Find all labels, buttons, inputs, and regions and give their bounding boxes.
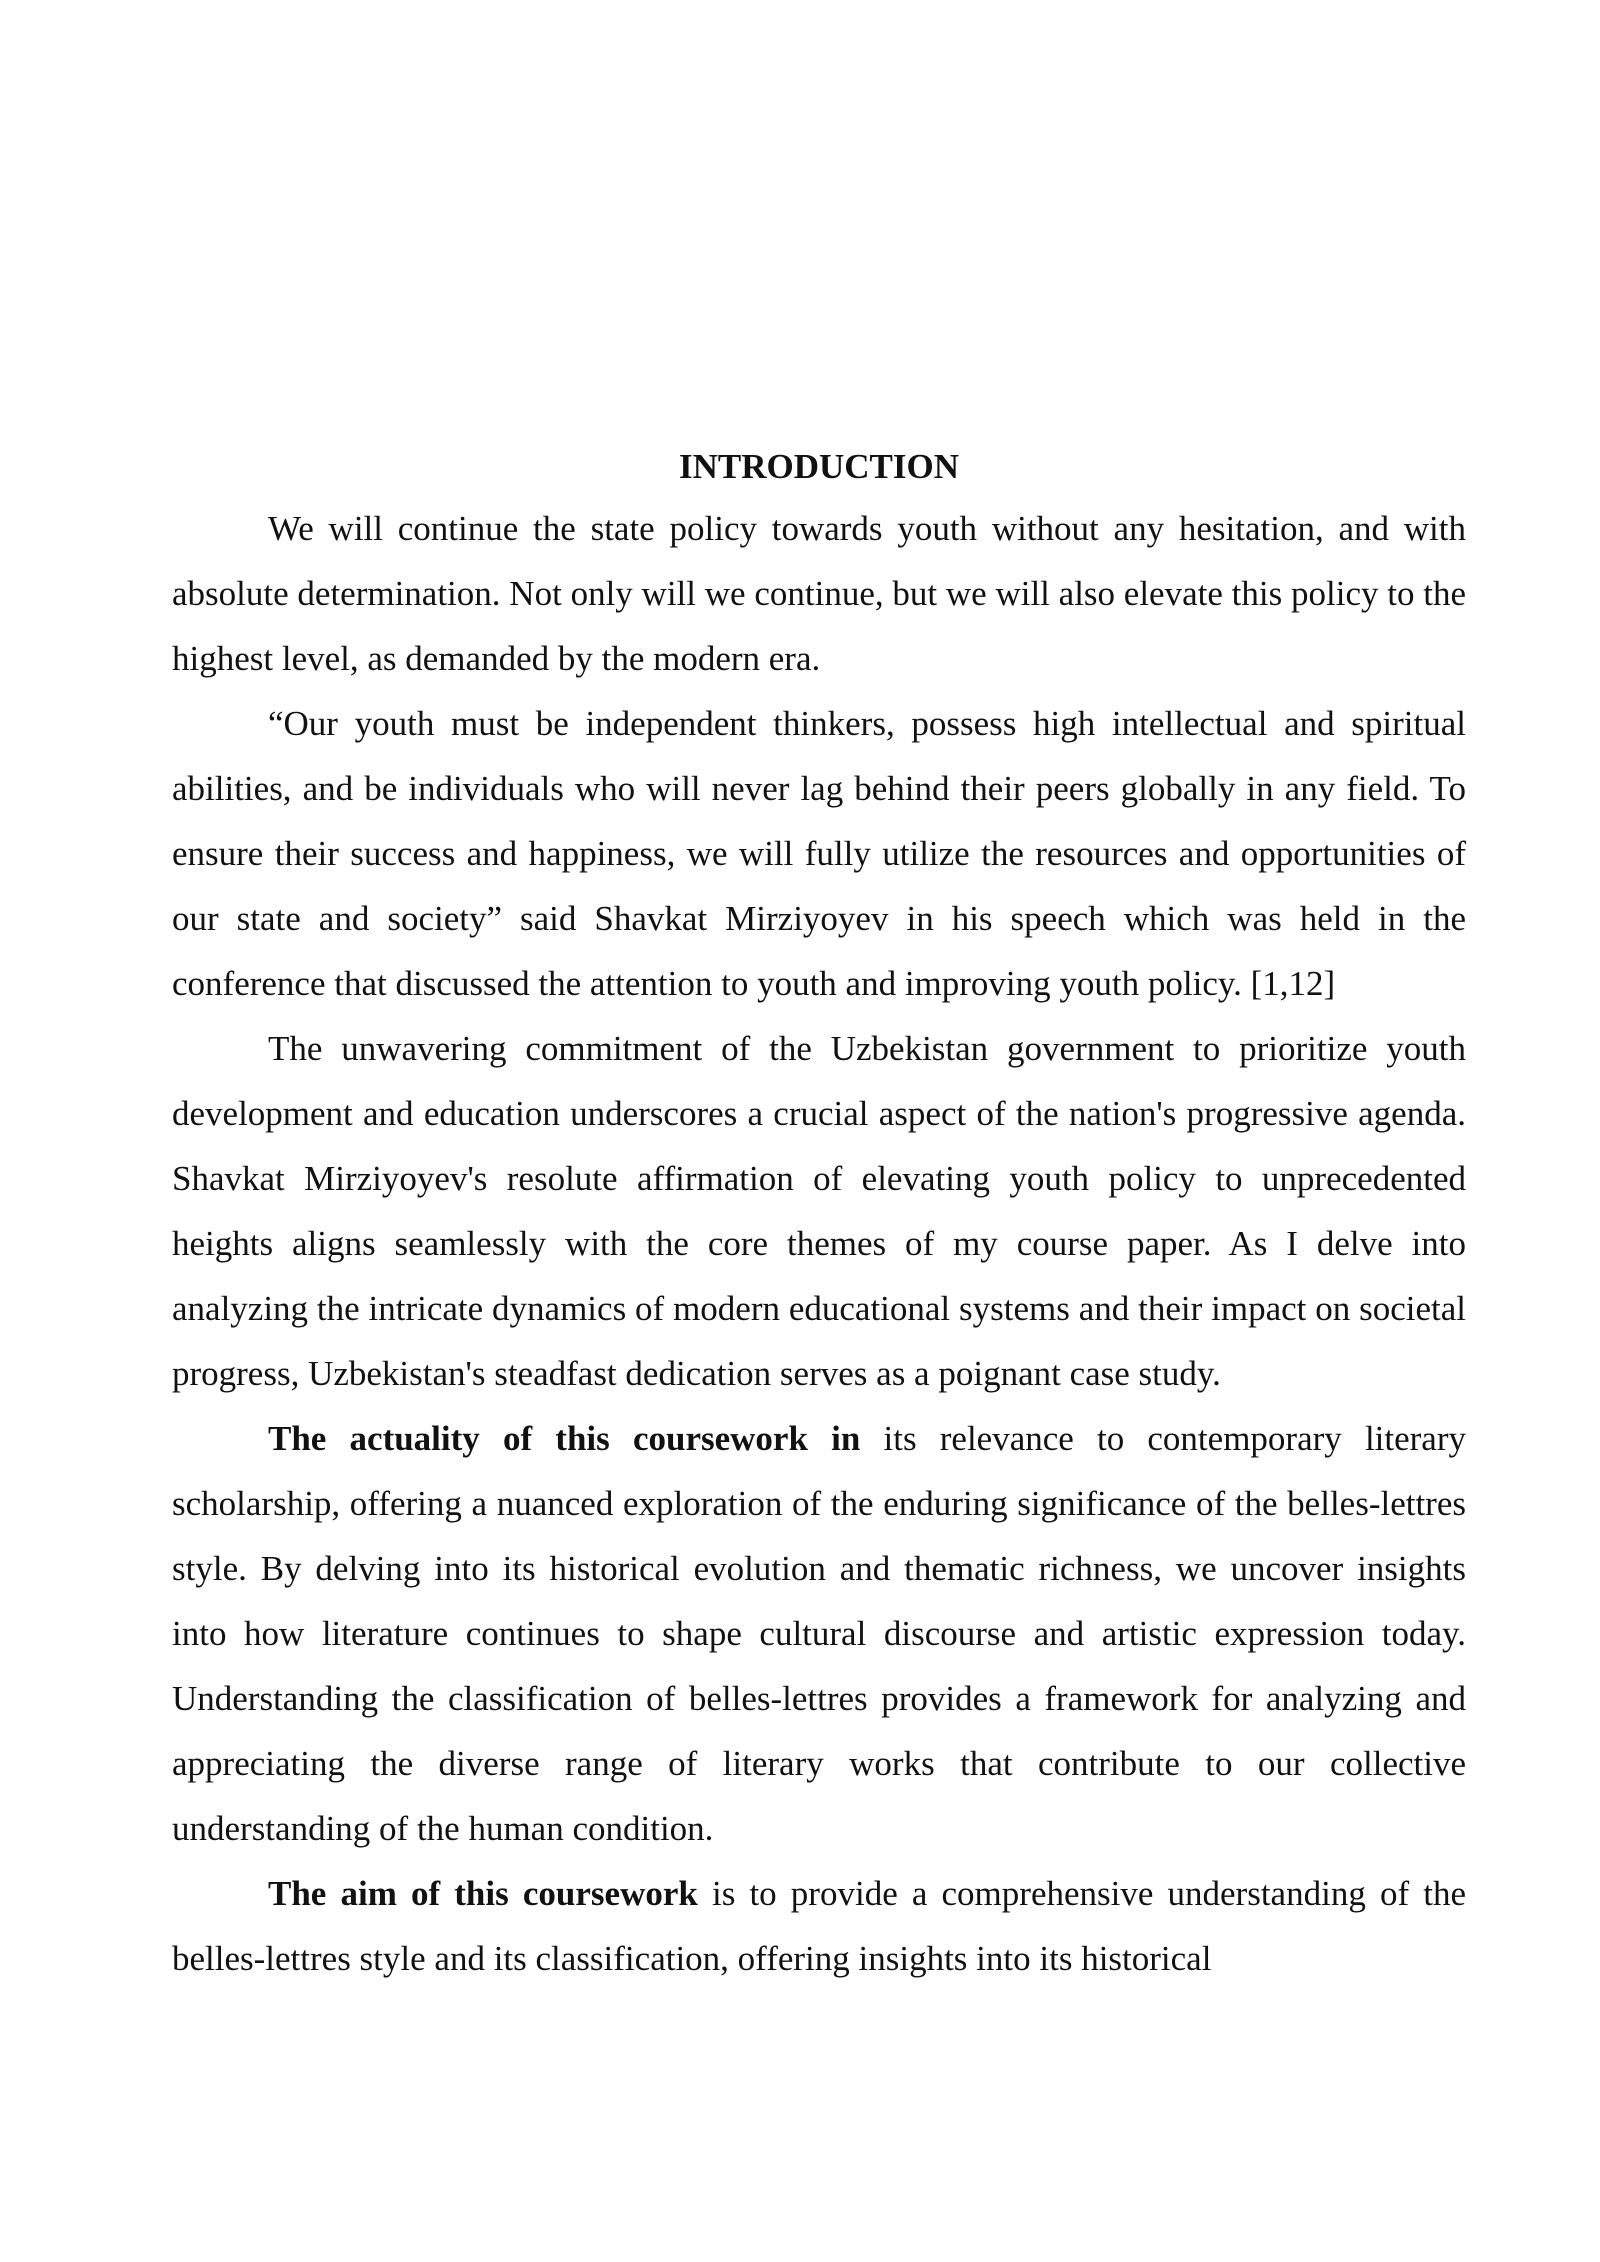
paragraph-text: is to provide a comprehensive understanding of the belles-lettres style and its classification, offering insights into its historical (172, 1874, 1466, 1978)
paragraph-text: “Our youth must be independent thinkers, possess high intellectual and spiritual abilities, and be individuals who will never lag behind their peers globally in any field. To ensure their success and happiness, we will fully utilize the resources and opportunities of our state and society” said Shavkat Mirziyoyev in his speech which was held in the conference that discussed the attention to youth and improving youth policy. [1,12] (172, 704, 1466, 1003)
page-heading: INTRODUCTION (678, 447, 960, 486)
paragraph-1 (172, 496, 1466, 691)
paragraph-actuality (172, 1406, 1466, 1861)
paragraph-2 (172, 691, 1466, 1016)
paragraph-lead: The aim of this coursework (268, 1874, 698, 1913)
paragraph-text: We will continue the state policy towards youth without any hesitation, and with absolute determination. Not only will we continue, but we will also elevate this policy to the highest level, as demanded by the modern era. (172, 509, 1466, 678)
paragraph-lead: The actuality of this coursework in (268, 1419, 861, 1458)
paragraph-3 (172, 1016, 1466, 1406)
paragraph-aim (172, 1861, 1466, 1991)
paragraph-text: The unwavering commitment of the Uzbekistan government to prioritize youth development and education underscores a crucial aspect of the nation's progressive agenda. Shavkat Mirziyoyev's resolute affirmation of elevating youth policy to unprecedented heights aligns seamlessly with the core themes of my course paper. As I delve into analyzing the intricate dynamics of modern educational systems and their impact on societal progress, Uzbekistan's steadfast dedication serves as a poignant case study. (172, 1029, 1466, 1393)
page-content (172, 438, 1466, 1991)
paragraph-text: its relevance to contemporary literary scholarship, offering a nuanced exploration of the enduring significance of the belles-lettres style. By delving into its historical evolution and thematic richness, we uncover insights into how literature continues to shape cultural discourse and artistic expression today. Understanding the classification of belles-lettres provides a framework for analyzing and appreciating the diverse range of literary works that contribute to our collective understanding of the human condition. (172, 1419, 1466, 1848)
